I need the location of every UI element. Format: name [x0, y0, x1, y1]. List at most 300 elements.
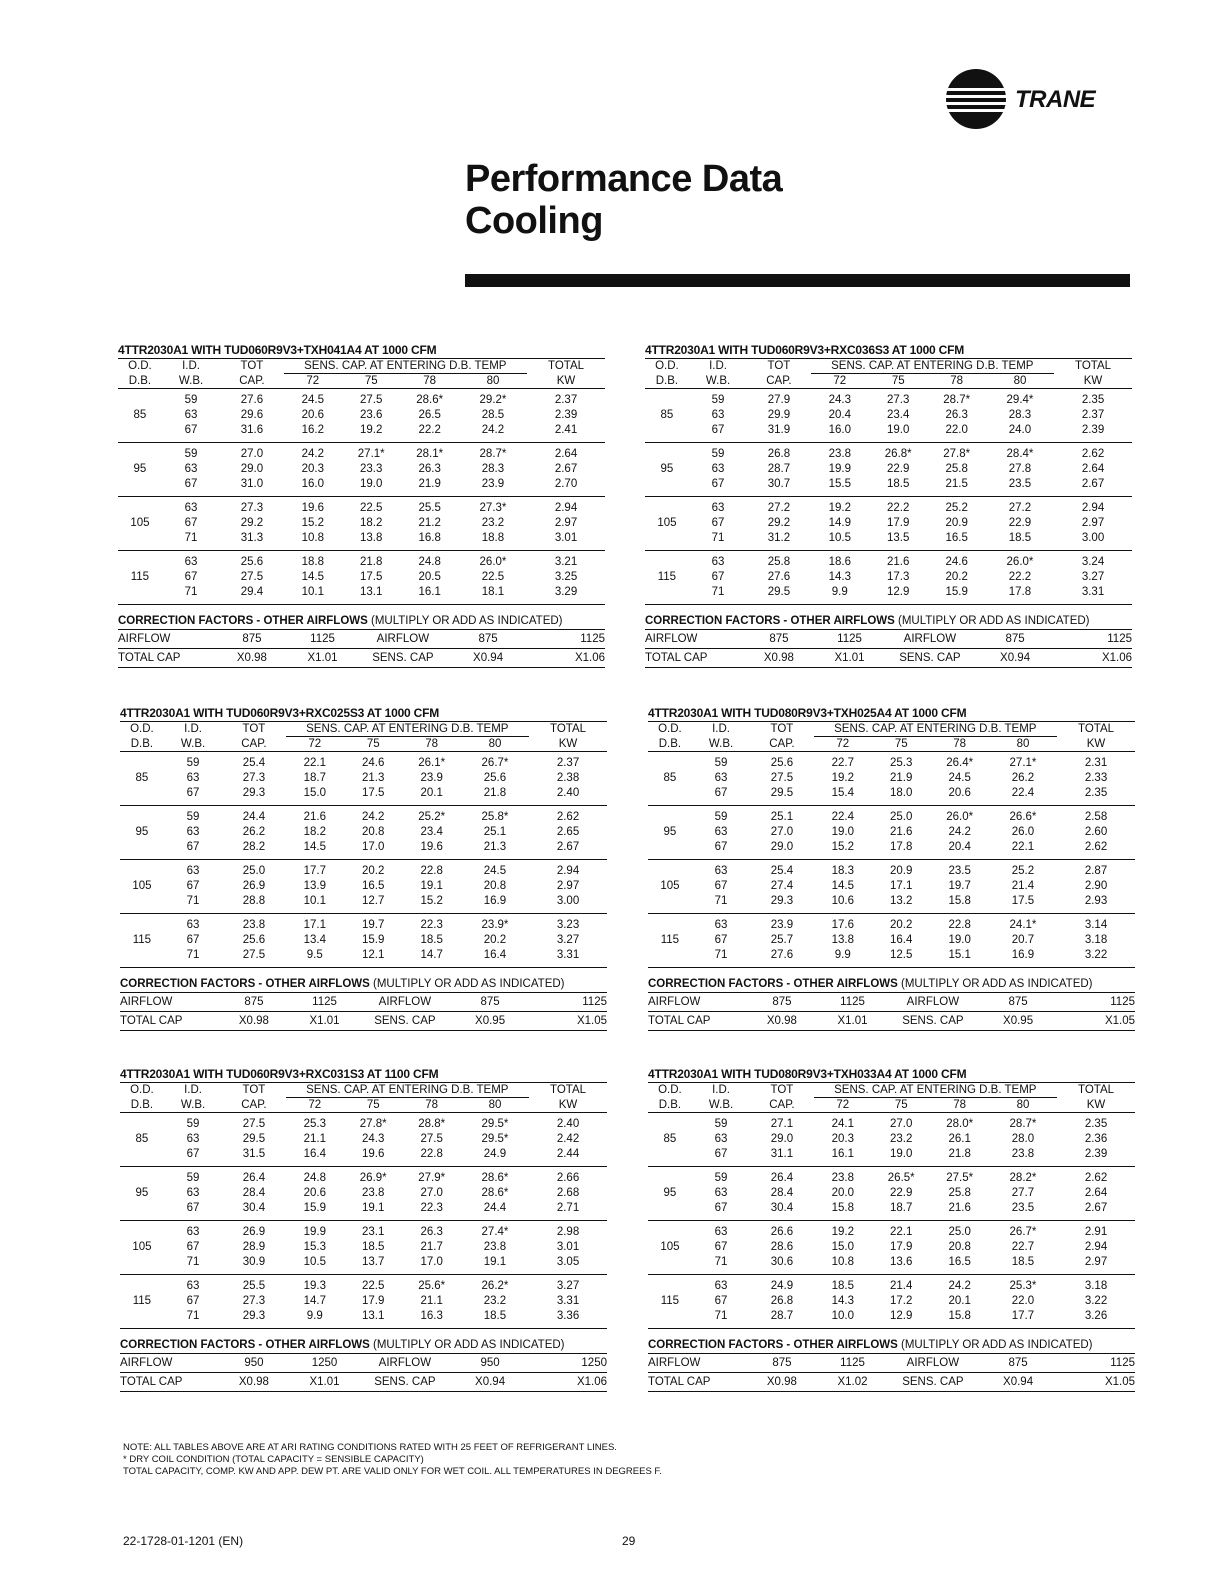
cell: 22.3	[402, 1201, 460, 1221]
col-tot: TOT	[220, 359, 283, 374]
cf-airflow-2: 1125	[288, 630, 356, 649]
cell: 29.5	[242, 1133, 266, 1145]
cell: 21.8	[930, 1147, 988, 1167]
cf-airflow-1: 875	[745, 993, 818, 1012]
cell: 26.1	[948, 1133, 971, 1145]
od-temp-empty	[120, 914, 164, 934]
cell: 26.1*	[418, 757, 446, 769]
cell: 18.5	[986, 531, 1054, 551]
od-temp-empty	[648, 806, 692, 826]
table-row	[648, 1186, 1135, 1201]
cf-total-cap-label: TOTAL CAP	[120, 1373, 217, 1392]
table-row	[645, 423, 1132, 443]
cell: 27.0	[890, 1118, 913, 1130]
cf-airflow-1: 875	[215, 630, 288, 649]
cell: 3.14	[1084, 919, 1108, 931]
performance-table	[120, 1082, 607, 1329]
cell: 24.4	[242, 811, 266, 823]
cf-airflow-row	[645, 630, 1132, 649]
cell: 28.3	[1008, 409, 1032, 421]
col-sens: SENS. CAP. AT ENTERING D.B. TEMP	[814, 1083, 1057, 1098]
od-temp: 85	[663, 772, 677, 784]
cell: 63	[186, 1187, 200, 1199]
table-row	[118, 585, 605, 605]
cell: 2.94	[1084, 1241, 1108, 1253]
cell: 16.3	[402, 1309, 460, 1329]
cell: 18.2	[303, 826, 326, 838]
col-od: O.D.	[120, 1083, 164, 1098]
col-id: I.D.	[162, 359, 220, 374]
cell: 20.1	[402, 786, 460, 806]
cell: 15.5	[811, 477, 869, 497]
od-temp-empty	[120, 894, 164, 914]
cell: 3.36	[529, 1309, 607, 1329]
cell: 15.1	[930, 948, 988, 968]
table-row	[118, 497, 605, 517]
cell: 16.1	[814, 1147, 872, 1167]
cell: 22.9	[890, 1187, 913, 1199]
cell: 22.9	[1008, 517, 1032, 529]
cell: 14.5	[286, 840, 344, 860]
cf-airflow-1: 875	[217, 993, 290, 1012]
cell: 20.8	[483, 880, 507, 892]
cell: 25.3	[890, 757, 913, 769]
table-row	[118, 570, 605, 585]
table-row	[648, 860, 1135, 880]
od-temp-empty	[120, 1309, 164, 1329]
table-row	[120, 1240, 607, 1255]
cell: 13.8	[831, 934, 854, 946]
od-temp-empty	[645, 531, 689, 551]
cell: 26.9*	[359, 1172, 387, 1184]
table-row	[118, 516, 605, 531]
cell: 20.6	[930, 786, 988, 806]
col-80: 80	[989, 737, 1057, 752]
cf-title-rest: (MULTIPLY OR ADD AS INDICATED)	[894, 615, 1090, 627]
col-wb: W.B.	[162, 374, 220, 389]
cell: 10.8	[814, 1255, 872, 1275]
cell: 59	[714, 811, 728, 823]
cf-airflow-3: 950	[451, 1354, 529, 1373]
cell: 2.97	[1057, 1255, 1135, 1275]
cell: 27.2	[1008, 502, 1032, 514]
cell: 29.5	[750, 786, 813, 806]
cell: 21.8	[360, 556, 383, 568]
cell: 30.4	[750, 1201, 813, 1221]
page-number: 29	[622, 1534, 636, 1548]
cell: 23.2	[483, 1295, 507, 1307]
cell: 18.8	[459, 531, 527, 551]
cf-airflow-2: 1125	[815, 630, 883, 649]
cf-sens-cap-label: SENS. CAP	[887, 1012, 980, 1031]
col-sens: SENS. CAP. AT ENTERING D.B. TEMP	[286, 1083, 529, 1098]
od-temp-empty	[118, 423, 162, 443]
cf-airflow-label: AIRFLOW	[120, 993, 217, 1012]
col-72: 72	[284, 374, 342, 389]
cell: 2.97	[554, 517, 578, 529]
cell: 19.1	[344, 1201, 402, 1221]
cell: 26.2	[1011, 772, 1035, 784]
cell: 2.62	[1057, 840, 1135, 860]
cell: 67	[692, 786, 750, 806]
col-75: 75	[344, 737, 402, 752]
cf-airflow-label: AIRFLOW	[648, 1354, 745, 1373]
od-temp: 95	[135, 1187, 149, 1199]
cell: 3.31	[1054, 585, 1132, 605]
cell: 14.9	[828, 517, 851, 529]
od-temp-empty	[648, 1201, 692, 1221]
od-temp-empty	[648, 1221, 692, 1241]
cell: 25.3	[303, 1118, 326, 1130]
cell: 2.94	[554, 502, 578, 514]
cell: 63	[714, 919, 728, 931]
cell: 20.4	[930, 840, 988, 860]
cell: 29.6	[240, 409, 264, 421]
cf-airflow-3: 875	[979, 993, 1057, 1012]
cell: 26.7*	[481, 757, 509, 769]
table-row	[648, 825, 1135, 840]
cf-cap-row	[648, 1373, 1135, 1392]
cell: 22.8	[402, 1147, 460, 1167]
col-sens: SENS. CAP. AT ENTERING D.B. TEMP	[814, 722, 1057, 737]
table-row	[120, 825, 607, 840]
page-title	[465, 158, 782, 242]
col-78: 78	[930, 737, 988, 752]
cell: 14.3	[828, 571, 851, 583]
cell: 26.6*	[1009, 811, 1037, 823]
cell: 26.9	[242, 1226, 266, 1238]
cell: 71	[162, 531, 220, 551]
cell: 67	[164, 840, 222, 860]
od-temp-empty	[118, 585, 162, 605]
table-title: 4TTR2030A1 WITH TUD080R9V3+TXH025A4 AT 1000 CFM	[648, 706, 967, 720]
cell: 17.7	[989, 1309, 1057, 1329]
cell: 30.4	[222, 1201, 285, 1221]
cf-table	[648, 992, 1135, 1031]
cell: 15.0	[831, 1241, 854, 1253]
cell: 23.4	[887, 409, 910, 421]
cell: 22.3	[420, 919, 443, 931]
cell: 63	[714, 1280, 728, 1292]
cell: 24.5	[483, 865, 507, 877]
table-row	[648, 894, 1135, 914]
cell: 59	[714, 1118, 728, 1130]
cell: 71	[692, 1255, 750, 1275]
table-row	[120, 786, 607, 806]
col-cap: CAP.	[747, 374, 810, 389]
col-kw: KW	[1054, 374, 1132, 389]
cell: 63	[714, 826, 728, 838]
cell: 2.39	[1054, 423, 1132, 443]
cell: 15.9	[286, 1201, 344, 1221]
cell: 17.9	[890, 1241, 913, 1253]
cell: 2.64	[1084, 1187, 1108, 1199]
cell: 2.37	[556, 757, 580, 769]
cell: 28.7	[767, 463, 791, 475]
cf-airflow-1: 950	[217, 1354, 290, 1373]
cell: 28.2	[222, 840, 285, 860]
cell: 2.87	[1084, 865, 1108, 877]
cell: 14.5	[301, 571, 324, 583]
cell: 20.4	[828, 409, 851, 421]
cell: 29.5*	[481, 1133, 509, 1145]
od-temp: 105	[132, 1241, 152, 1253]
title-line-2: Cooling	[465, 200, 603, 242]
cell: 15.0	[286, 786, 344, 806]
cf-sens-cap-2: X1.05	[529, 1012, 607, 1031]
cell: 27.1*	[1009, 757, 1037, 769]
od-temp-empty	[648, 914, 692, 934]
cell: 18.7	[872, 1201, 930, 1221]
cf-table	[645, 629, 1132, 668]
cell: 17.6	[831, 919, 854, 931]
cf-airflow-row	[648, 993, 1135, 1012]
cell: 10.6	[814, 894, 872, 914]
cell: 3.27	[556, 934, 580, 946]
cell: 19.6	[344, 1147, 402, 1167]
od-temp: 105	[660, 880, 680, 892]
col-tot: TOT	[222, 1083, 285, 1098]
notes	[123, 1442, 662, 1478]
cell: 67	[164, 1147, 222, 1167]
cell: 2.35	[1081, 394, 1105, 406]
cell: 18.5	[420, 934, 443, 946]
col-78: 78	[927, 374, 985, 389]
cell: 21.6	[890, 826, 913, 838]
cf-cap-row	[648, 1012, 1135, 1031]
od-temp-empty	[648, 948, 692, 968]
cell: 63	[711, 409, 725, 421]
table-row	[645, 408, 1132, 423]
cell: 20.6	[303, 1187, 326, 1199]
cf-sens-cap-2: X1.06	[529, 1373, 607, 1392]
cell: 23.5	[986, 477, 1054, 497]
cell: 22.5	[360, 502, 383, 514]
cell: 20.2	[890, 919, 913, 931]
table-row	[120, 894, 607, 914]
table-row	[648, 948, 1135, 968]
cell: 29.4	[220, 585, 283, 605]
col-80: 80	[459, 374, 527, 389]
cell: 21.5	[927, 477, 985, 497]
cf-airflow-row	[120, 1354, 607, 1373]
cell: 2.67	[1057, 1201, 1135, 1221]
cell: 18.8	[301, 556, 324, 568]
od-temp-empty	[645, 585, 689, 605]
cell: 16.5	[362, 880, 385, 892]
table-row	[120, 914, 607, 934]
cell: 21.2	[418, 517, 441, 529]
cf-airflow-label-2: AIRFLOW	[359, 1354, 452, 1373]
cell: 27.9	[767, 394, 791, 406]
cell: 3.29	[527, 585, 605, 605]
od-temp: 105	[660, 1241, 680, 1253]
cell: 31.2	[747, 531, 810, 551]
cell: 19.6	[301, 502, 324, 514]
cell: 21.3	[362, 772, 385, 784]
cf-total-cap-2: X1.01	[288, 649, 356, 668]
cf-airflow-3: 875	[976, 630, 1054, 649]
table-row	[120, 1201, 607, 1221]
cell: 20.3	[831, 1133, 854, 1145]
col-80: 80	[461, 737, 529, 752]
cell: 3.24	[1081, 556, 1105, 568]
cell: 31.1	[750, 1147, 813, 1167]
cell: 17.5	[360, 571, 383, 583]
cell: 13.7	[344, 1255, 402, 1275]
od-temp: 85	[133, 409, 147, 421]
cell: 17.2	[890, 1295, 913, 1307]
cell: 22.8	[420, 865, 443, 877]
cell: 28.2*	[1009, 1172, 1037, 1184]
performance-table-block	[648, 1066, 1135, 1392]
cell: 71	[164, 948, 222, 968]
cell: 13.9	[303, 880, 326, 892]
cf-airflow-4: 1125	[1057, 993, 1135, 1012]
table-title: 4TTR2030A1 WITH TUD080R9V3+TXH033A4 AT 1000 CFM	[648, 1067, 967, 1081]
cf-title-bold: CORRECTION FACTORS - OTHER AIRFLOWS	[648, 1339, 898, 1351]
cell: 27.8*	[943, 448, 971, 460]
cell: 22.0	[1011, 1295, 1035, 1307]
table-row	[648, 914, 1135, 934]
cf-total-cap-label: TOTAL CAP	[648, 1012, 745, 1031]
od-temp: 85	[660, 409, 674, 421]
cell: 2.36	[1084, 1133, 1108, 1145]
cell: 25.0	[948, 1226, 971, 1238]
cell: 25.1	[770, 811, 794, 823]
cell: 63	[186, 772, 200, 784]
cell: 71	[692, 948, 750, 968]
table-row	[645, 516, 1132, 531]
cf-total-cap-label: TOTAL CAP	[648, 1373, 745, 1392]
col-tot: TOT	[750, 722, 813, 737]
table-row	[120, 1132, 607, 1147]
col-75: 75	[342, 374, 400, 389]
cell: 63	[186, 865, 200, 877]
col-kw: KW	[1057, 737, 1135, 752]
od-temp: 105	[130, 517, 150, 529]
table-row	[120, 1113, 607, 1133]
cell: 26.3	[420, 1226, 443, 1238]
cell: 21.1	[303, 1133, 326, 1145]
cf-title-bold: CORRECTION FACTORS - OTHER AIRFLOWS	[118, 615, 368, 627]
cell: 17.5	[989, 894, 1057, 914]
performance-table-block	[120, 1066, 607, 1392]
cell: 22.7	[1011, 1241, 1035, 1253]
cell: 19.0	[342, 477, 400, 497]
cell: 21.6	[303, 811, 326, 823]
cell: 12.7	[344, 894, 402, 914]
cell: 2.94	[556, 865, 580, 877]
cell: 24.2	[362, 811, 385, 823]
col-kw: KW	[1057, 1098, 1135, 1113]
cell: 18.5	[362, 1241, 385, 1253]
col-kw: KW	[529, 737, 607, 752]
cell: 20.8	[362, 826, 385, 838]
col-72: 72	[814, 1098, 872, 1113]
cell: 16.9	[989, 948, 1057, 968]
cell: 3.23	[556, 919, 580, 931]
cell: 28.4	[242, 1187, 266, 1199]
cell: 2.98	[556, 1226, 580, 1238]
table-row	[120, 1255, 607, 1275]
cell: 23.8	[989, 1147, 1057, 1167]
cell: 26.3	[945, 409, 968, 421]
cell: 28.7	[750, 1309, 813, 1329]
cell: 23.9*	[481, 919, 509, 931]
table-row	[645, 585, 1132, 605]
cell: 29.0	[770, 1133, 794, 1145]
cell: 27.4	[770, 880, 794, 892]
cell: 3.26	[1057, 1309, 1135, 1329]
cell: 29.2*	[479, 394, 507, 406]
cell: 63	[714, 1187, 728, 1199]
cell: 24.3	[362, 1133, 385, 1145]
cell: 18.5	[461, 1309, 529, 1329]
cell: 25.8	[945, 463, 968, 475]
cell: 63	[714, 772, 728, 784]
cf-title	[645, 613, 1132, 629]
table-row	[648, 771, 1135, 786]
cell: 15.2	[814, 840, 872, 860]
cell: 71	[164, 1255, 222, 1275]
performance-table	[648, 1082, 1135, 1329]
col-wb: W.B.	[164, 1098, 222, 1113]
cell: 21.9	[400, 477, 458, 497]
table-row	[645, 462, 1132, 477]
cell: 29.3	[222, 1309, 285, 1329]
cell: 22.1	[303, 757, 326, 769]
cell: 24.6	[945, 556, 968, 568]
cf-total-cap-1: X0.98	[745, 1012, 818, 1031]
od-temp-empty	[648, 1309, 692, 1329]
cell: 18.1	[459, 585, 527, 605]
cell: 16.4	[890, 934, 913, 946]
cell: 22.1	[989, 840, 1057, 860]
cell: 15.2	[301, 517, 324, 529]
od-temp-empty	[120, 1113, 164, 1133]
cf-airflow-row	[648, 1354, 1135, 1373]
cell: 17.0	[344, 840, 402, 860]
cell: 13.4	[303, 934, 326, 946]
cell: 17.1	[890, 880, 913, 892]
cell: 26.0*	[946, 811, 974, 823]
cell: 24.4	[461, 1201, 529, 1221]
table-row	[648, 879, 1135, 894]
trane-logo	[945, 68, 1135, 134]
cf-sens-cap-1: X0.94	[976, 649, 1054, 668]
cell: 25.6	[770, 757, 794, 769]
cf-table	[118, 629, 605, 668]
od-temp-empty	[120, 1201, 164, 1221]
cell: 26.6	[770, 1226, 794, 1238]
cell: 71	[689, 585, 747, 605]
cell: 2.39	[554, 409, 578, 421]
cell: 19.2	[831, 772, 854, 784]
cell: 12.9	[872, 1309, 930, 1329]
cf-cap-row	[118, 649, 605, 668]
cell: 24.9	[770, 1280, 794, 1292]
cell: 14.3	[831, 1295, 854, 1307]
cf-total-cap-2: X1.01	[290, 1012, 358, 1031]
od-temp-empty	[648, 860, 692, 880]
cell: 16.5	[927, 531, 985, 551]
cell: 14.5	[831, 880, 854, 892]
cell: 26.0	[1011, 826, 1035, 838]
cell: 18.5	[831, 1280, 854, 1292]
od-temp-empty	[645, 389, 689, 409]
cell: 23.3	[360, 463, 383, 475]
